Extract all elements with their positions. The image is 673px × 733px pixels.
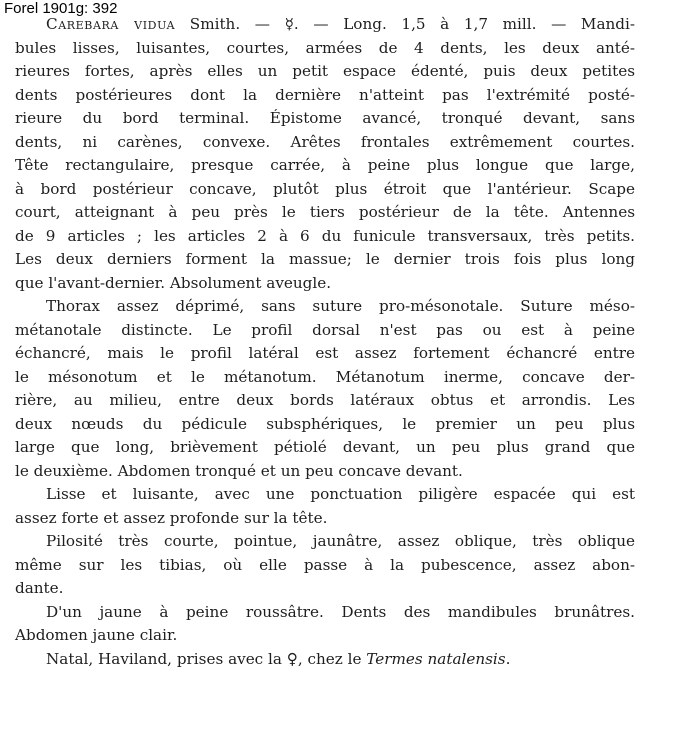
text-line: dante. — [15, 579, 64, 597]
text-line: Abdomen jaune clair. — [15, 626, 178, 644]
text-line: à bord postérieur concave, plutôt plus étroit que l'antérieur. Scape — [15, 179, 635, 198]
text-line: assez forte et assez profonde sur la tête. — [15, 508, 328, 527]
text-line: dents, ni carènes, convexe. Arêtes frontales extrêmement courtes. — [15, 132, 635, 151]
text-line: court, atteignant à peu près le tiers postérieur de la tête. Antennes — [15, 203, 635, 221]
species-name: Carebara vidua — [46, 15, 176, 33]
text-line: métanotale distincte. Le profil dorsal n'est pas ou est à peine — [15, 320, 635, 339]
paragraph-sculpture — [15, 483, 635, 530]
paragraph-pilosity — [15, 530, 635, 601]
text-line: Les deux derniers forment la massue; le dernier trois fois plus long — [15, 250, 635, 268]
text-line: D'un jaune à peine roussâtre. Dents des mandibules brunâtres. — [46, 602, 635, 621]
text-line: le mésonotum et le métanotum. Métanotum inerme, concave der- — [15, 367, 635, 386]
text-line: Natal, Haviland, prises avec la ♀, chez le Termes natalensis. — [46, 649, 511, 668]
text-line: Tête rectangulaire, presque carrée, à peine plus longue que large, — [15, 156, 635, 174]
text-line: large que long, brièvement pétiolé devant, un peu plus grand que — [15, 438, 635, 456]
host-species-name: Termes natalensis — [366, 649, 506, 668]
text-line: Thorax assez déprimé, sans suture pro-mésonotale. Suture méso- — [46, 297, 635, 315]
text-line: rieures fortes, après elles un petit espace édenté, puis deux petites — [15, 62, 635, 80]
paragraph-description — [15, 13, 635, 295]
text-line: dents postérieures dont la dernière n'atteint pas l'extrémité posté- — [15, 85, 635, 104]
text-line: rière, au milieu, entre deux bords latéraux obtus et arrondis. Les — [15, 391, 635, 409]
text-line: même sur les tibias, où elle passe à la pubescence, assez abon- — [15, 555, 635, 574]
paragraph-thorax — [15, 295, 635, 483]
text-line: de 9 articles ; les articles 2 à 6 du funicule transversaux, très petits. — [15, 226, 635, 245]
text-line: bules lisses, luisantes, courtes, armées de 4 dents, les deux anté- — [15, 38, 635, 57]
text-line: Carebara vidua Smith. — ☿. — Long. 1,5 à 1,7 mill. — Mandi- — [46, 15, 636, 33]
text-line: Lisse et luisante, avec une ponctuation piligère espacée qui est — [46, 485, 635, 503]
paragraph-locality — [15, 648, 635, 672]
page-reference-label: Forel 1901g: 392 — [4, 0, 118, 17]
text-line: Pilosité très courte, pointue, jaunâtre, assez oblique, très oblique — [46, 532, 635, 550]
species-description — [15, 13, 635, 671]
text-line: rieure du bord terminal. Épistome avancé, tronqué devant, sans — [15, 109, 635, 127]
text-line: que l'avant-dernier. Absolument aveugle. — [15, 273, 332, 292]
text-line: deux nœuds du pédicule subsphériques, le premier un peu plus — [15, 414, 635, 433]
paragraph-color — [15, 601, 635, 648]
text-line: le deuxième. Abdomen tronqué et un peu concave devant. — [15, 461, 463, 480]
text-line: échancré, mais le profil latéral est assez fortement échancré entre — [15, 344, 635, 362]
